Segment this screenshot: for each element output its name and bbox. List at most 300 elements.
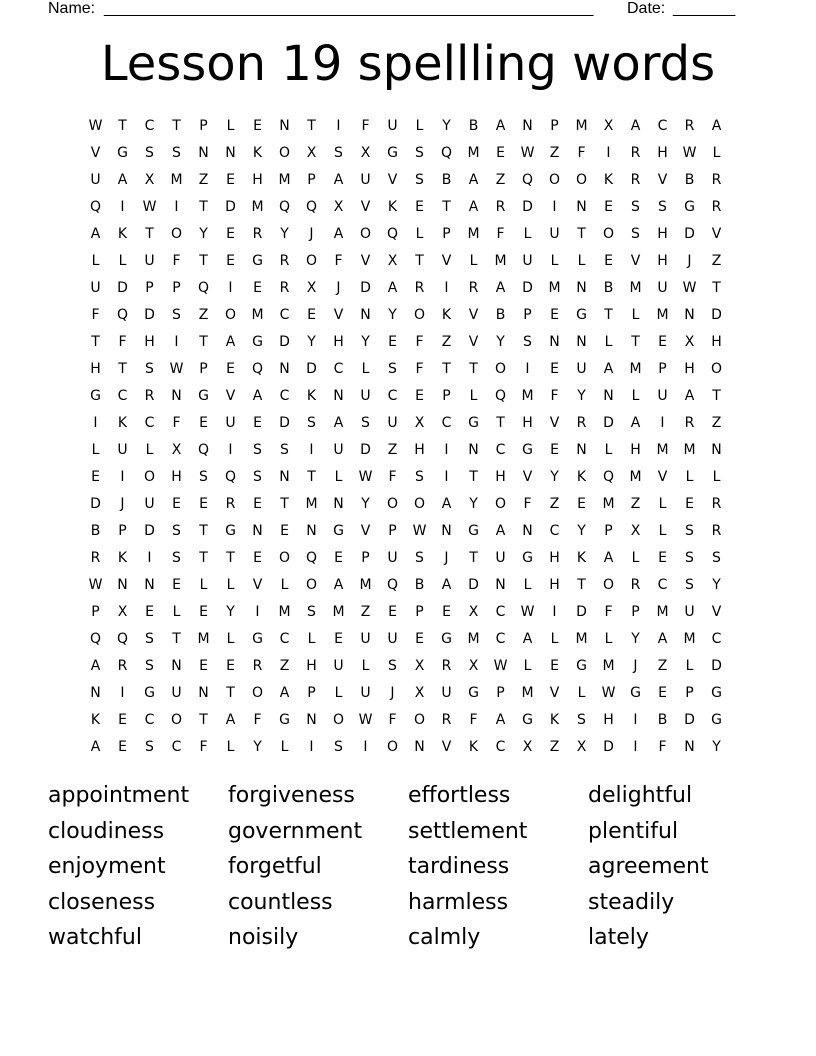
grid-letter: Y: [199, 226, 208, 242]
grid-letter: E: [658, 550, 667, 566]
grid-letter: S: [685, 523, 694, 539]
word-bank: [48, 778, 768, 956]
grid-letter: I: [633, 739, 638, 755]
grid-letter: L: [226, 577, 235, 593]
grid-letter: R: [441, 712, 452, 728]
grid-letter: T: [631, 334, 640, 350]
grid-letter: N: [279, 361, 290, 377]
grid-letter: L: [226, 631, 235, 647]
grid-letter: K: [90, 712, 101, 728]
grid-row: [82, 545, 730, 572]
grid-letter: G: [90, 388, 101, 404]
grid-letter: R: [225, 496, 236, 512]
grid-letter: U: [576, 361, 587, 377]
grid-letter: L: [523, 226, 532, 242]
grid-letter: V: [468, 334, 479, 350]
grid-letter: A: [252, 388, 263, 404]
grid-letter: D: [144, 523, 155, 539]
grid-letter: Y: [631, 631, 640, 647]
grid-letter: Y: [712, 739, 721, 755]
grid-row: [82, 653, 730, 680]
grid-letter: P: [388, 523, 397, 539]
grid-letter: M: [467, 226, 480, 242]
grid-letter: I: [120, 685, 125, 701]
grid-letter: T: [226, 685, 235, 701]
grid-letter: D: [117, 280, 128, 296]
grid-letter: I: [255, 604, 260, 620]
grid-letter: L: [118, 253, 127, 269]
grid-letter: S: [172, 145, 181, 161]
grid-letter: O: [386, 739, 399, 755]
grid-letter: P: [442, 388, 451, 404]
grid-row: [82, 356, 730, 383]
grid-letter: J: [309, 226, 314, 242]
word-bank-item: enjoyment: [48, 854, 166, 879]
grid-letter: F: [91, 307, 100, 323]
grid-letter: L: [685, 469, 694, 485]
grid-letter: C: [144, 712, 155, 728]
grid-letter: C: [495, 442, 506, 458]
grid-letter: O: [386, 496, 399, 512]
grid-letter: M: [359, 577, 372, 593]
grid-letter: S: [145, 631, 154, 647]
grid-letter: L: [685, 658, 694, 674]
grid-letter: C: [279, 388, 290, 404]
grid-letter: Q: [197, 442, 210, 458]
grid-letter: G: [468, 523, 479, 539]
grid-letter: P: [415, 604, 424, 620]
grid-letter: P: [307, 685, 316, 701]
grid-letter: E: [118, 712, 127, 728]
grid-letter: U: [90, 172, 101, 188]
grid-letter: A: [522, 631, 533, 647]
grid-row: [82, 518, 730, 545]
grid-letter: C: [144, 415, 155, 431]
grid-letter: A: [468, 199, 479, 215]
grid-letter: S: [334, 739, 343, 755]
grid-letter: A: [495, 118, 506, 134]
grid-letter: Q: [116, 631, 129, 647]
grid-letter: Q: [386, 226, 399, 242]
grid-letter: G: [387, 145, 398, 161]
grid-letter: O: [305, 577, 318, 593]
grid-letter: Q: [89, 199, 102, 215]
grid-letter: R: [684, 415, 695, 431]
grid-letter: L: [469, 253, 478, 269]
grid-letter: F: [361, 118, 370, 134]
grid-letter: O: [251, 685, 264, 701]
grid-letter: Y: [550, 469, 559, 485]
grid-letter: M: [170, 172, 183, 188]
grid-letter: K: [117, 550, 128, 566]
grid-letter: K: [117, 226, 128, 242]
grid-letter: X: [414, 658, 425, 674]
grid-letter: X: [306, 280, 317, 296]
grid-letter: E: [658, 685, 667, 701]
grid-letter: I: [309, 739, 314, 755]
grid-letter: T: [307, 118, 316, 134]
grid-letter: L: [604, 334, 613, 350]
grid-letter: V: [441, 739, 452, 755]
grid-letter: E: [415, 631, 424, 647]
grid-letter: H: [495, 469, 506, 485]
grid-letter: I: [444, 469, 449, 485]
grid-letter: Q: [386, 577, 399, 593]
grid-letter: A: [495, 523, 506, 539]
grid-letter: W: [682, 280, 697, 296]
grid-letter: A: [657, 631, 668, 647]
grid-letter: N: [306, 712, 317, 728]
grid-letter: E: [199, 415, 208, 431]
grid-letter: Z: [711, 253, 722, 269]
grid-letter: M: [467, 631, 480, 647]
grid-letter: V: [333, 307, 344, 323]
grid-letter: T: [307, 469, 316, 485]
grid-letter: T: [226, 550, 235, 566]
grid-letter: L: [604, 631, 613, 647]
grid-letter: E: [388, 604, 397, 620]
grid-letter: D: [603, 739, 614, 755]
grid-letter: P: [631, 604, 640, 620]
grid-letter: U: [225, 415, 236, 431]
grid-row: [82, 113, 730, 140]
word-bank-item: steadily: [588, 889, 675, 915]
grid-letter: O: [332, 712, 345, 728]
grid-letter: O: [602, 577, 615, 593]
grid-letter: H: [144, 334, 155, 350]
grid-letter: N: [684, 739, 695, 755]
grid-letter: E: [226, 172, 235, 188]
grid-letter: G: [279, 712, 290, 728]
grid-letter: L: [280, 577, 289, 593]
date-label: Date:: [627, 0, 666, 17]
grid-letter: Y: [577, 388, 586, 404]
grid-letter: E: [253, 415, 262, 431]
grid-letter: U: [657, 388, 668, 404]
grid-row: [82, 626, 730, 653]
grid-letter: S: [145, 739, 154, 755]
grid-letter: F: [334, 253, 343, 269]
grid-letter: A: [333, 172, 344, 188]
grid-letter: N: [441, 523, 452, 539]
grid-letter: P: [145, 280, 154, 296]
grid-letter: U: [360, 388, 371, 404]
grid-letter: S: [685, 577, 694, 593]
grid-letter: A: [333, 577, 344, 593]
grid-letter: Z: [549, 739, 560, 755]
grid-letter: U: [387, 550, 398, 566]
name-date-header: [48, 0, 748, 20]
word-bank-item: lately: [588, 925, 649, 950]
grid-letter: R: [711, 496, 722, 512]
grid-letter: B: [441, 172, 452, 188]
grid-letter: C: [441, 415, 452, 431]
grid-letter: J: [633, 658, 638, 674]
grid-letter: E: [199, 496, 208, 512]
grid-letter: E: [415, 388, 424, 404]
word-bank-row: [48, 814, 768, 850]
grid-letter: S: [145, 361, 154, 377]
grid-letter: V: [360, 253, 371, 269]
grid-letter: Y: [712, 577, 721, 593]
grid-letter: F: [658, 739, 667, 755]
grid-letter: E: [685, 496, 694, 512]
grid-letter: T: [280, 496, 289, 512]
grid-letter: X: [414, 415, 425, 431]
grid-letter: L: [469, 388, 478, 404]
grid-letter: A: [603, 550, 614, 566]
grid-letter: A: [225, 712, 236, 728]
grid-letter: T: [577, 577, 586, 593]
word-bank-item: forgiveness: [228, 783, 355, 808]
grid-letter: M: [332, 604, 345, 620]
grid-letter: P: [91, 604, 100, 620]
grid-letter: E: [550, 658, 559, 674]
grid-letter: L: [631, 550, 640, 566]
word-bank-row: [48, 885, 768, 921]
grid-letter: Q: [305, 199, 318, 215]
grid-letter: I: [606, 145, 611, 161]
grid-letter: P: [658, 361, 667, 377]
grid-letter: C: [657, 118, 668, 134]
grid-letter: N: [252, 523, 263, 539]
grid-row: [82, 734, 730, 761]
grid-letter: G: [252, 253, 263, 269]
grid-letter: P: [685, 685, 694, 701]
grid-letter: R: [144, 388, 155, 404]
grid-letter: E: [307, 307, 316, 323]
grid-letter: U: [495, 550, 506, 566]
grid-row: [82, 707, 730, 734]
grid-letter: L: [712, 469, 721, 485]
grid-letter: O: [170, 712, 183, 728]
grid-letter: C: [495, 739, 506, 755]
grid-letter: M: [656, 604, 669, 620]
grid-letter: H: [630, 442, 641, 458]
word-bank-item: harmless: [408, 889, 509, 915]
grid-letter: G: [522, 550, 533, 566]
grid-letter: J: [444, 550, 449, 566]
grid-letter: C: [549, 523, 560, 539]
word-bank-item: closeness: [48, 889, 156, 915]
grid-letter: P: [199, 118, 208, 134]
grid-letter: A: [441, 496, 452, 512]
grid-letter: Y: [226, 604, 235, 620]
grid-letter: C: [387, 388, 398, 404]
grid-letter: A: [279, 685, 290, 701]
grid-letter: S: [199, 469, 208, 485]
grid-letter: R: [90, 550, 101, 566]
grid-letter: W: [358, 469, 373, 485]
grid-letter: O: [602, 226, 615, 242]
grid-letter: S: [415, 172, 424, 188]
grid-letter: M: [629, 361, 642, 377]
grid-letter: V: [711, 604, 722, 620]
grid-letter: L: [226, 739, 235, 755]
grid-letter: U: [117, 442, 128, 458]
grid-letter: G: [522, 442, 533, 458]
grid-letter: Z: [549, 145, 560, 161]
grid-row: [82, 248, 730, 275]
grid-letter: U: [90, 280, 101, 296]
grid-letter: S: [685, 550, 694, 566]
grid-letter: M: [548, 280, 561, 296]
grid-letter: H: [90, 361, 101, 377]
grid-letter: L: [631, 307, 640, 323]
grid-letter: H: [171, 469, 182, 485]
grid-letter: L: [712, 145, 721, 161]
grid-letter: X: [117, 604, 128, 620]
grid-letter: T: [172, 631, 181, 647]
grid-letter: D: [225, 199, 236, 215]
name-blank-line: _______________________________________________________: [104, 0, 594, 17]
grid-letter: N: [711, 442, 722, 458]
grid-letter: D: [306, 361, 317, 377]
grid-letter: M: [575, 631, 588, 647]
grid-letter: M: [278, 172, 291, 188]
grid-letter: O: [278, 550, 291, 566]
grid-letter: N: [306, 523, 317, 539]
grid-letter: N: [171, 658, 182, 674]
grid-letter: U: [171, 685, 182, 701]
grid-letter: G: [522, 712, 533, 728]
grid-letter: X: [684, 334, 695, 350]
grid-letter: T: [469, 469, 478, 485]
grid-letter: N: [279, 118, 290, 134]
grid-letter: D: [279, 415, 290, 431]
grid-letter: N: [414, 739, 425, 755]
grid-letter: N: [684, 307, 695, 323]
grid-letter: G: [468, 685, 479, 701]
grid-letter: T: [415, 253, 424, 269]
grid-letter: S: [334, 145, 343, 161]
grid-letter: E: [253, 118, 262, 134]
grid-letter: R: [576, 415, 587, 431]
grid-letter: U: [387, 631, 398, 647]
grid-letter: M: [602, 658, 615, 674]
grid-letter: W: [88, 577, 103, 593]
grid-letter: F: [469, 712, 478, 728]
grid-letter: E: [253, 496, 262, 512]
grid-letter: I: [120, 469, 125, 485]
grid-letter: J: [687, 253, 692, 269]
grid-row: [82, 410, 730, 437]
grid-letter: Q: [89, 631, 102, 647]
grid-letter: Z: [198, 172, 209, 188]
grid-letter: B: [684, 172, 695, 188]
grid-letter: A: [333, 415, 344, 431]
grid-letter: R: [684, 118, 695, 134]
grid-letter: Q: [521, 172, 534, 188]
word-bank-item: watchful: [48, 925, 142, 950]
word-bank-item: settlement: [408, 818, 528, 844]
grid-letter: H: [684, 361, 695, 377]
grid-letter: I: [174, 199, 179, 215]
grid-letter: A: [441, 577, 452, 593]
grid-letter: H: [657, 226, 668, 242]
grid-letter: D: [576, 604, 587, 620]
grid-letter: A: [495, 280, 506, 296]
grid-letter: Z: [198, 307, 209, 323]
grid-letter: H: [522, 415, 533, 431]
grid-letter: P: [361, 550, 370, 566]
grid-letter: I: [363, 739, 368, 755]
word-bank-item: delightful: [588, 783, 693, 808]
grid-letter: N: [90, 685, 101, 701]
grid-letter: W: [520, 145, 535, 161]
grid-letter: F: [172, 415, 181, 431]
grid-letter: U: [657, 280, 668, 296]
grid-letter: H: [333, 334, 344, 350]
grid-row: [82, 275, 730, 302]
grid-letter: I: [525, 361, 530, 377]
grid-letter: S: [280, 442, 289, 458]
grid-letter: H: [657, 253, 668, 269]
grid-letter: N: [576, 442, 587, 458]
grid-letter: L: [145, 442, 154, 458]
grid-letter: N: [495, 577, 506, 593]
grid-letter: S: [145, 145, 154, 161]
word-bank-row: [48, 920, 768, 956]
grid-letter: E: [604, 253, 613, 269]
grid-letter: L: [226, 118, 235, 134]
grid-letter: L: [604, 442, 613, 458]
grid-letter: U: [684, 604, 695, 620]
grid-letter: K: [117, 415, 128, 431]
word-bank-item: appointment: [48, 783, 190, 808]
grid-letter: P: [307, 172, 316, 188]
grid-row: [82, 491, 730, 518]
grid-letter: C: [117, 388, 128, 404]
grid-letter: G: [468, 415, 479, 431]
grid-letter: G: [198, 388, 209, 404]
grid-letter: G: [684, 199, 695, 215]
grid-letter: R: [711, 523, 722, 539]
grid-letter: L: [415, 118, 424, 134]
grid-letter: R: [279, 280, 290, 296]
grid-letter: V: [387, 172, 398, 188]
grid-letter: V: [657, 172, 668, 188]
grid-letter: T: [712, 280, 721, 296]
grid-letter: S: [712, 550, 721, 566]
grid-letter: R: [279, 253, 290, 269]
grid-letter: Q: [494, 388, 507, 404]
grid-letter: L: [361, 658, 370, 674]
grid-letter: A: [630, 118, 641, 134]
grid-letter: D: [684, 712, 695, 728]
grid-letter: P: [199, 361, 208, 377]
grid-letter: S: [172, 523, 181, 539]
grid-letter: V: [441, 253, 452, 269]
word-bank-item: calmly: [408, 925, 481, 950]
grid-letter: Y: [496, 334, 505, 350]
grid-letter: N: [198, 685, 209, 701]
grid-letter: S: [253, 442, 262, 458]
grid-letter: B: [414, 577, 425, 593]
grid-letter: G: [144, 685, 155, 701]
grid-letter: W: [88, 118, 103, 134]
grid-letter: P: [118, 523, 127, 539]
grid-letter: S: [388, 658, 397, 674]
grid-letter: I: [552, 604, 557, 620]
grid-letter: I: [228, 280, 233, 296]
grid-letter: M: [629, 280, 642, 296]
grid-letter: F: [253, 712, 262, 728]
grid-letter: K: [576, 469, 587, 485]
grid-letter: V: [711, 226, 722, 242]
grid-letter: T: [496, 415, 505, 431]
grid-letter: U: [522, 253, 533, 269]
